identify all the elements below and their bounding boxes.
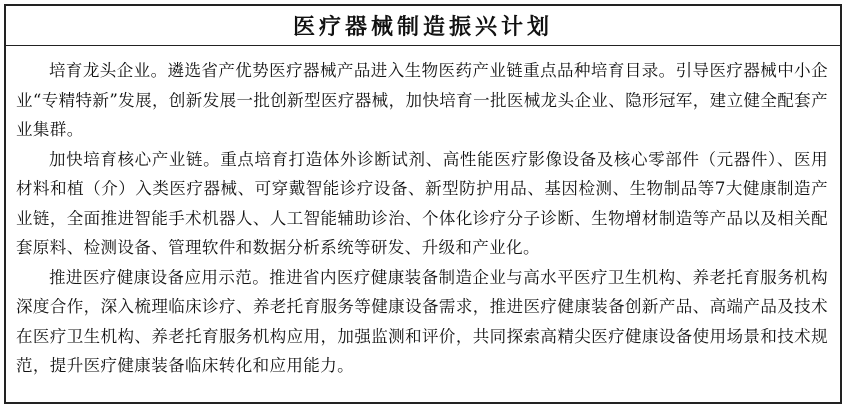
page-title: 医疗器械制造振兴计划 <box>292 15 553 40</box>
paragraph-lead: 推进医疗健康设备应用示范。 <box>49 267 270 287</box>
paragraph-body: 推进省内医疗健康装备制造企业与高水平医疗卫生机构、养老托育服务机构深度合作，深入梳理临床诊疗、养老托育服务等健康设备需求，推进医疗健康装备创新产品、高端产品及技术在医疗卫生机构、养老托育服务机构应用，加强监测和评价，共同探索高精尖医疗健康设备使用场景和技术规范，提升医疗健康装备临床转化和应用能力。 <box>16 267 829 375</box>
title-bar <box>6 6 840 46</box>
paragraph-lead: 培育龙头企业。 <box>49 61 168 80</box>
paragraph-leading-enterprises <box>16 56 828 145</box>
document-box <box>4 4 842 404</box>
content-area <box>6 46 840 381</box>
paragraph-core-industry-chain <box>16 145 828 263</box>
paragraph-body: 遴选省产优势医疗器械产品进入生物医药产业链重点品种培育目录。引导医疗器械中小企业“专精特新”发展，创新发展一批创新型医疗器械，加快培育一批医械龙头企业、隐形冠军，建立健全配套产业集群。 <box>16 61 828 139</box>
paragraph-body: 重点培育打造体外诊断试剂、高性能医疗影像设备及核心零部件（元器件）、医用材料和植（介）入类医疗器械、可穿戴智能诊疗设备、新型防护用品、基因检测、生物制品等7大健康制造产业链，全面推进智能手术机器人、人工智能辅助诊治、个体化诊疗分子诊断、生物增材制造等产品以及相关配套原料、检测设备、管理软件和数据分析系统等研发、升级和产业化。 <box>16 149 828 257</box>
paragraph-application-demo <box>16 263 828 381</box>
paragraph-lead: 加快培育核心产业链。 <box>49 149 221 169</box>
